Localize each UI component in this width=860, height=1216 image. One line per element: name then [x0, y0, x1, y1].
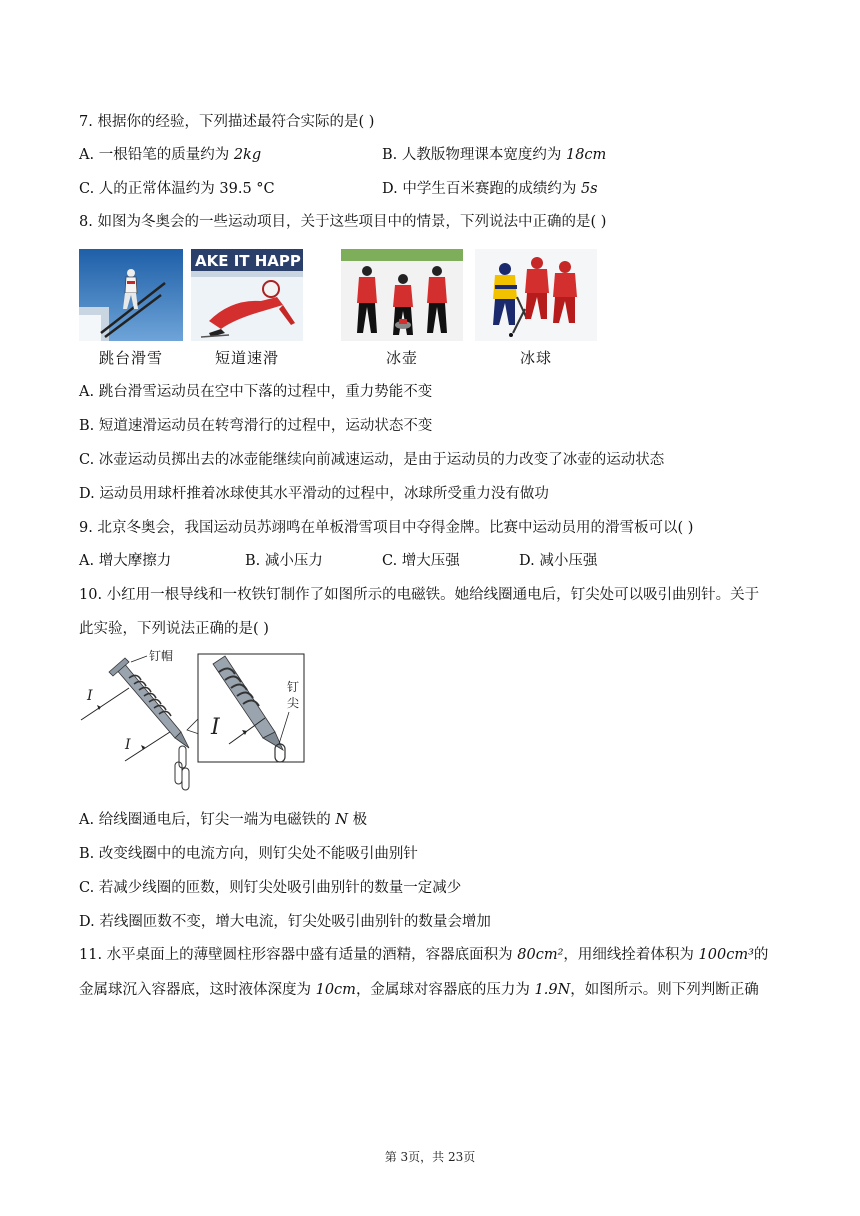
- q9-option-d: D. 减小压强: [519, 553, 598, 569]
- curling-caption: 冰壶: [385, 349, 418, 367]
- q8-option-b: B. 短道速滑运动员在转弯滑行的过程中，运动状态不变: [79, 418, 433, 434]
- q7-option-b: B. 人教版物理课本宽度约为 18cm: [382, 147, 607, 163]
- hockey-panel: [475, 249, 597, 368]
- q10-option-d: D. 若线圈匝数不变，增大电流，钉尖处吸引曲别针的数量会增加: [79, 914, 491, 930]
- q11-line1: 11. 水平桌面上的薄壁圆柱形容器中盛有适量的酒精，容器底面积为 80cm²，用细线拴着体积为 100cm³的: [79, 947, 769, 963]
- q11-line2: 金属球沉入容器底，这时液体深度为 10cm，金属球对容器底的压力为 1.9N，如图所示。则下列判断正确: [79, 982, 759, 998]
- q7-option-a: A. 一根铅笔的质量约为 2kg: [79, 147, 262, 163]
- q8-option-d: D. 运动员用球杆推着冰球使其水平滑动的过程中，冰球所受重力没有做功: [79, 486, 549, 502]
- q7-stem: 7. 根据你的经验，下列描述最符合实际的是( ): [79, 114, 375, 130]
- q10-stem-line1: 10. 小红用一根导线和一枚铁钉制作了如图所示的电磁铁。她给线圈通电后，钉尖处可以吸引曲别针。关于: [79, 587, 760, 603]
- q8-stem: 8. 如图为冬奥会的一些运动项目，关于这些项目中的情景，下列说法中正确的是( ): [79, 214, 607, 230]
- ski-jump-panel: [79, 249, 183, 368]
- short-track-photo: [191, 249, 303, 341]
- nail-tip-label-2: 尖: [287, 696, 300, 710]
- q9-stem: 9. 北京冬奥会，我国运动员苏翊鸣在单板滑雪项目中夺得金牌。比赛中运动员用的滑雪板可以( ): [79, 520, 694, 536]
- current-label-zoom: I: [211, 715, 220, 740]
- current-label-2: I: [125, 737, 131, 753]
- q9-option-b: B. 减小压力: [245, 553, 323, 569]
- q9-option-a: A. 增大摩擦力: [79, 553, 172, 569]
- hockey-caption: 冰球: [519, 349, 552, 367]
- short-track-caption: 短道速滑: [214, 349, 279, 367]
- q9-option-c: C. 增大压强: [382, 553, 460, 569]
- q10-stem-line2: 此实验，下列说法正确的是( ): [79, 621, 269, 637]
- current-label-1: I: [87, 688, 93, 704]
- page-footer: 第 3页，共 23页: [384, 1150, 476, 1164]
- q7-option-c: C. 人的正常体温约为 39.5 °C: [79, 181, 275, 197]
- winter-sports-figure: [79, 249, 599, 369]
- ski-jump-caption: 跳台滑雪: [98, 349, 163, 367]
- curling-panel: [341, 249, 463, 368]
- ski-jump-photo: [79, 249, 183, 341]
- electromagnet-figure: [79, 648, 309, 803]
- nail-tip-label-1: 钉: [287, 680, 300, 694]
- q10-option-a: A. 给线圈通电后，钉尖一端为电磁铁的 N 极: [79, 812, 368, 828]
- svg-text:AKE IT HAPP: AKE IT HAPP: [195, 252, 301, 270]
- nail-cap-label: 钉帽: [149, 649, 174, 663]
- q8-option-a: A. 跳台滑雪运动员在空中下落的过程中，重力势能不变: [79, 384, 433, 400]
- q10-option-b: B. 改变线圈中的电流方向，则钉尖处不能吸引曲别针: [79, 846, 418, 862]
- curling-photo: [341, 249, 463, 341]
- short-track-panel: [191, 249, 303, 368]
- q10-option-c: C. 若减少线圈的匝数，则钉尖处吸引曲别针的数量一定减少: [79, 880, 462, 896]
- q8-option-c: C. 冰壶运动员掷出去的冰壶能继续向前减速运动，是由于运动员的力改变了冰壶的运动状态: [79, 452, 665, 468]
- q7-option-d: D. 中学生百米赛跑的成绩约为 5s: [382, 181, 598, 197]
- hockey-photo: [475, 249, 597, 341]
